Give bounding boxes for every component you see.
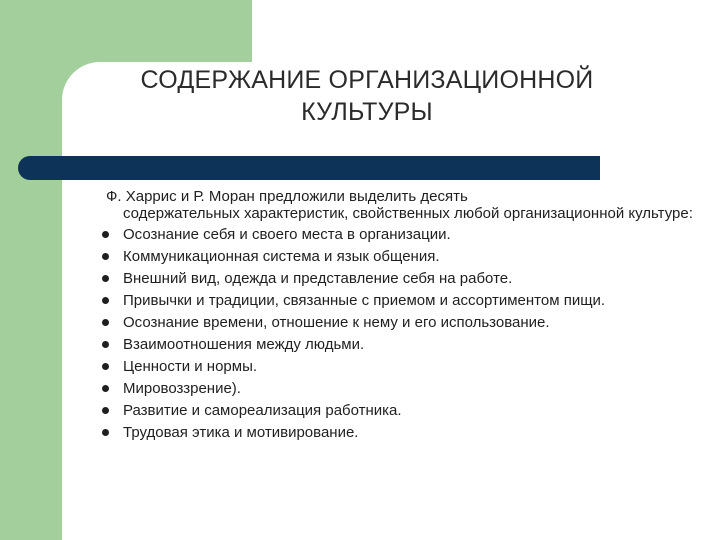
bullet-icon: [102, 385, 109, 392]
bullet-icon: [102, 363, 109, 370]
list-item-text: Привычки и традиции, связанные с приемом и ассортиментом пищи.: [123, 292, 606, 309]
intro-paragraph: [100, 188, 700, 222]
list-item: [100, 380, 700, 397]
title-divider-bar: [18, 156, 600, 180]
list-item-text: Взаимоотношения между людьми.: [123, 336, 365, 353]
list-item-text: Внешний вид, одежда и представление себя на работе.: [123, 270, 513, 287]
list-item: [100, 336, 700, 353]
list-item: [100, 270, 700, 287]
characteristics-list: [100, 226, 700, 441]
list-item: [100, 358, 700, 375]
list-item-text: Ценности и нормы.: [123, 358, 258, 375]
list-item-text: Мировоззрение).: [123, 380, 241, 397]
bullet-icon: [102, 275, 109, 282]
bullet-icon: [102, 297, 109, 304]
title-line-1: СОДЕРЖАНИЕ ОРГАНИЗАЦИОННОЙ: [140, 66, 594, 94]
bullet-icon: [102, 407, 109, 414]
intro-continuation: содержательных характеристик, свойственных любой организационной культуре:: [123, 205, 693, 222]
bullet-icon: [102, 429, 109, 436]
list-item: [100, 248, 700, 265]
list-item-text: Коммуникационная система и язык общения.: [123, 248, 440, 265]
slide-title: [62, 64, 672, 128]
list-item: [100, 314, 700, 331]
list-item: [100, 424, 700, 441]
title-line-2: КУЛЬТУРЫ: [301, 98, 433, 126]
slide-body: [100, 188, 700, 446]
list-item: [100, 226, 700, 243]
list-item-text: Развитие и самореализация работника.: [123, 402, 402, 419]
bullet-icon: [102, 319, 109, 326]
list-item-text: Осознание себя и своего места в организации.: [123, 226, 451, 243]
bullet-icon: [102, 253, 109, 260]
green-side-band: [0, 0, 62, 540]
list-item-text: Осознание времени, отношение к нему и его использование.: [123, 314, 550, 331]
list-item: [100, 402, 700, 419]
list-item: [100, 292, 700, 309]
intro-line-1: Ф. Харрис и Р. Моран предложили выделить десять: [106, 188, 468, 205]
bullet-icon: [102, 341, 109, 348]
list-item-text: Трудовая этика и мотивирование.: [123, 424, 359, 441]
bullet-icon: [102, 231, 109, 238]
